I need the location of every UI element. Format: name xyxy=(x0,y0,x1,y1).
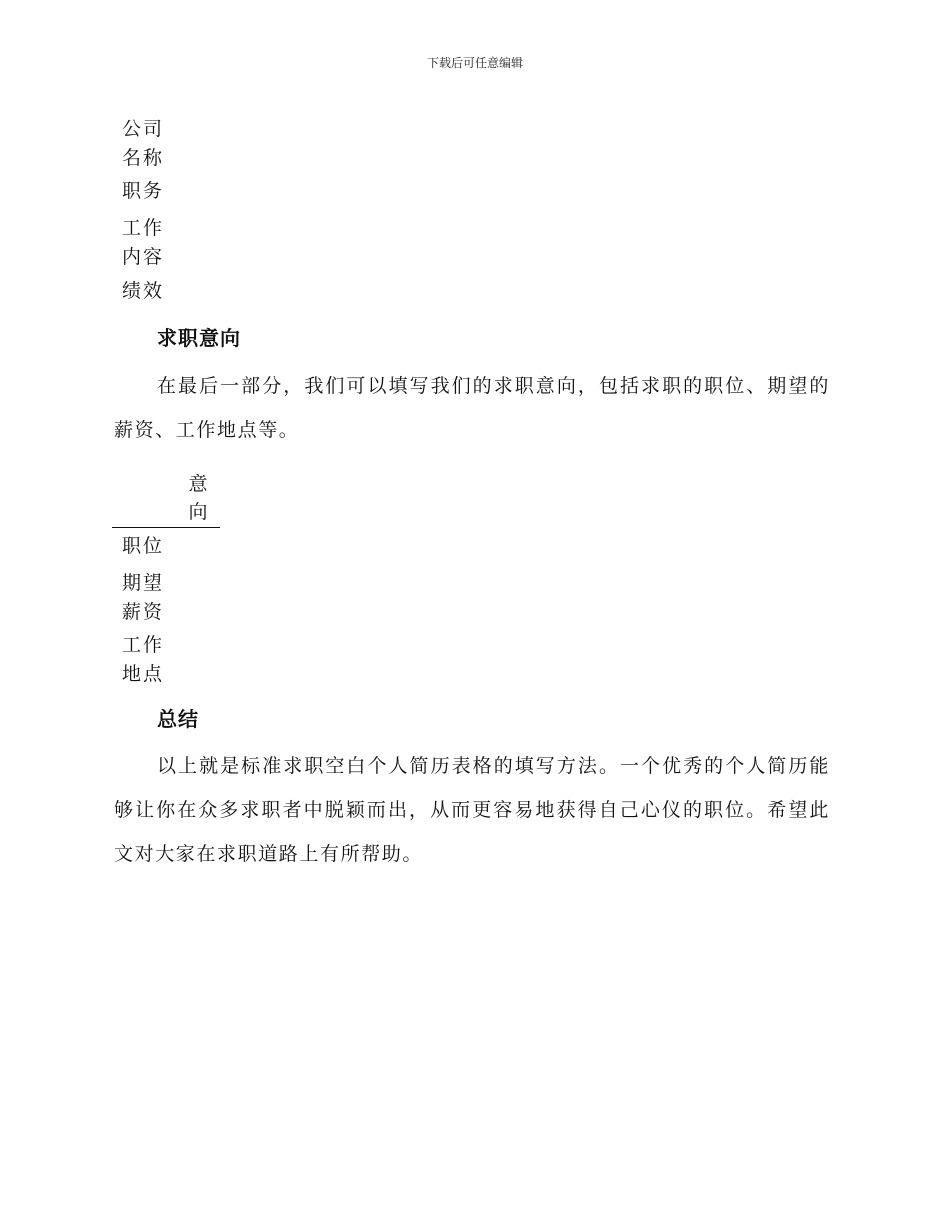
table-cell-position xyxy=(122,177,164,206)
table-cell-line: 职位 xyxy=(122,535,165,557)
intent-table-header-label xyxy=(186,470,210,526)
table-cell-line: 工作 xyxy=(122,217,165,239)
table-cell-line: 内容 xyxy=(122,246,165,268)
table-cell-job-title xyxy=(122,532,164,561)
table-cell-work-content xyxy=(122,214,164,272)
table-cell-line: 公司 xyxy=(122,118,165,140)
table-cell-work-location xyxy=(122,631,164,689)
table-cell-line: 期望 xyxy=(122,572,165,594)
table-cell-performance xyxy=(122,277,164,306)
table-cell-line: 绩效 xyxy=(122,280,165,302)
table-cell-line: 薪资 xyxy=(122,601,165,623)
table-header-line: 向 xyxy=(188,501,208,523)
table-cell-expected-salary xyxy=(122,569,164,627)
table-cell-line: 名称 xyxy=(122,147,165,169)
table-cell-line: 职务 xyxy=(122,180,165,202)
table-cell-line: 工作 xyxy=(122,634,165,656)
table-cell-line: 地点 xyxy=(122,663,165,685)
table-cell-company-name xyxy=(122,115,164,173)
paragraph-job-intent: 在最后一部分，我们可以填写我们的求职意向，包括求职的职位、期望的薪资、工作地点等。 xyxy=(114,375,830,441)
table-header-line: 意 xyxy=(188,473,208,495)
section-heading-job-intent: 求职意向 xyxy=(157,326,241,350)
section-heading-summary: 总结 xyxy=(157,707,199,731)
paragraph-summary: 以上就是标准求职空白个人简历表格的填写方法。一个优秀的个人简历能够让你在众多求职者中脱颖而出，从而更容易地获得自己心仪的职位。希望此文对大家在求职道路上有所帮助。 xyxy=(114,755,830,865)
page-header-note: 下载后可任意编辑 xyxy=(426,56,523,70)
